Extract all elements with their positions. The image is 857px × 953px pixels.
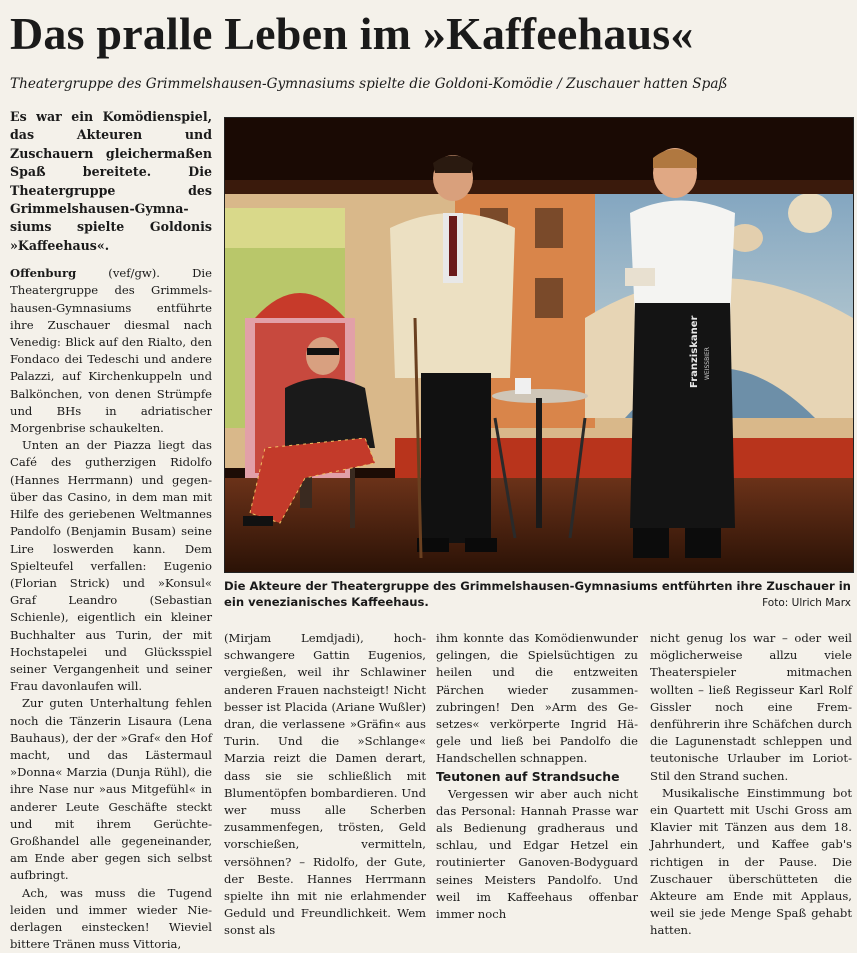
apron-logo-text: Franziskaner bbox=[689, 315, 700, 388]
article-paragraph: Unten an der Piazza liegt das Café des gutherzigen Ridolfo (Hannes Herrmann) und gegenüber das Casino, in dem man mit Hilfe des geriebenen Weltmannes Pandolfo (Benjamin Busam) seine Lire loswerden kann. Dem Spielteufel verfallen: Eugenio (Florian Strick) und »Konsul« Graf Leandro (Sebastian Schienle), eigentlich ein kleiner Buchhalter aus Turin, der mit Hochstapelei und Glücksspiel seiner Vergangenheit und seiner Frau davonlaufen will. bbox=[10, 438, 212, 694]
article-column-4 bbox=[650, 630, 852, 938]
subheadline: Theatergruppe des Grimmelshausen-Gymnasiums spielte die Goldoni-Komödie / Zuschauer hatten Spaß bbox=[10, 76, 728, 92]
headline: Das pralle Leben im »Kaffeehaus« bbox=[10, 8, 694, 59]
article-column-3 bbox=[436, 630, 638, 922]
article-paragraph: ihm konnte das Komödienwunder gelingen, die Spielsüchtigen zu heilen und die entzweiten Pärchen wieder zusammenzubringen! Den »Arm des Gesetzes« verkörperte Ingrid Hägele und ließ bei Pandolfo die Handschellen schnappen. bbox=[436, 631, 638, 766]
article-paragraph: Ach, was muss die Tugend leiden und immer wieder Niederlagen einstecken! Wieviel bittere Tränen muss Vittoria, bbox=[10, 885, 212, 952]
article-column-1 bbox=[10, 108, 212, 952]
article-lead: Es war ein Komödienspiel, das Akteuren und Zuschauern gleichermaßen Spaß bereitete. Die Theatergruppe des Grimmelshausen-Gymnasiums spielte Goldonis »Kaffeehaus«. bbox=[10, 109, 212, 253]
section-subtitle: Teutonen auf Strandsuche bbox=[436, 768, 620, 784]
article-paragraph: Musikalische Einstimmung bot ein Quartett mit Uschi Gross am Klavier mit Tänzen aus dem 18. Jahrhundert, und Kaffee gab's richtigen in der Pause. Die Zuschauer überschütteten die Akteure am Ende mit Applaus, weil sie jede Menge Spaß gehabt hatten. bbox=[650, 785, 852, 938]
article-paragraph: (Mirjam Lemdjadi), hochschwangere Gattin Eugenios, vergießen, weil ihr Schlawiner anderen Frauen nachsteigt! Nicht besser ist Placida (Ariane Wußler) dran, die verlassene »Gräfin« aus Turin. Und die »Schlange« Marzia reizt die Damen derart, dass sie sie schließlich mit Blumentöpfen bombardieren. Und wer muss alle Scherben zusammenfegen, trösten, Geld vorschießen, vermitteln, versöhnen? – Ridolfo, der Gute, der Beste. Hannes Herrmann spielte ihn mit nie erlahmender Geduld und Freundlichkeit. Wem sonst als bbox=[224, 631, 426, 938]
photo-credit: Foto: Ulrich Marx bbox=[762, 597, 851, 609]
photo-caption: Die Akteure der Theatergruppe des Grimmelshausen-Gymnasiums entführten ihre Zuschauer in ein venezianisches Kaffeehaus. bbox=[224, 579, 851, 609]
article-column-2 bbox=[224, 630, 426, 938]
article-paragraph: Zur guten Unterhaltung fehlen noch die Tänzerin Lisaura (Lena Bauhaus), der der »Graf« den Hof macht, und das Lästermaul »Donna« Marzia (Dunja Rühl), die ihre Nase nur »aus Mitgefühl« in anderer Leute Geschäfte steckt und mit ihrem Gerüchte-Großhandel alle gegeneinander, am Ende aber gegen sich selbst aufbringt. bbox=[10, 696, 212, 883]
apron-logo-subtext: WEISSBIER bbox=[704, 347, 711, 380]
dateline-text: (vef/gw). Die Theatergruppe des Grimmelshausen-Gymnasiums entführte ihre Zuschauer diesmal nach Venedig: Blick auf den Rialto, den Fondaco dei Tedeschi und andere Palazzi, auf Kirchenkuppeln und Balkönchen, von denen Strümpfe und BHs in adriatischer Morgenbrise schaukelten. bbox=[10, 266, 212, 436]
dateline: Offenburg bbox=[10, 266, 77, 281]
article-paragraph bbox=[10, 265, 212, 437]
article-paragraph: Vergessen wir aber auch nicht das Personal: Hannah Prasse war als Bedienung gradheraus und schlau, und Edgar Hetzel ein routinierter Ganoven-Bodyguard seines Meisters Pandolfo. Und weil im Kaffeehaus offenbar immer noch bbox=[436, 786, 638, 922]
article-paragraph: nicht genug los war – oder weil möglicherweise allzu viele Theaterspieler mitmachen wollten – ließ Regisseur Karl Rolf Gissler noch eine Fremdenführerin ihre Schäfchen durch die Lagunenstadt schleppen und teutonische Urlauber im Loriot-Stil den Strand suchen. bbox=[650, 631, 852, 783]
stage-photo bbox=[224, 117, 854, 573]
stage-photo-illustration bbox=[225, 118, 853, 572]
